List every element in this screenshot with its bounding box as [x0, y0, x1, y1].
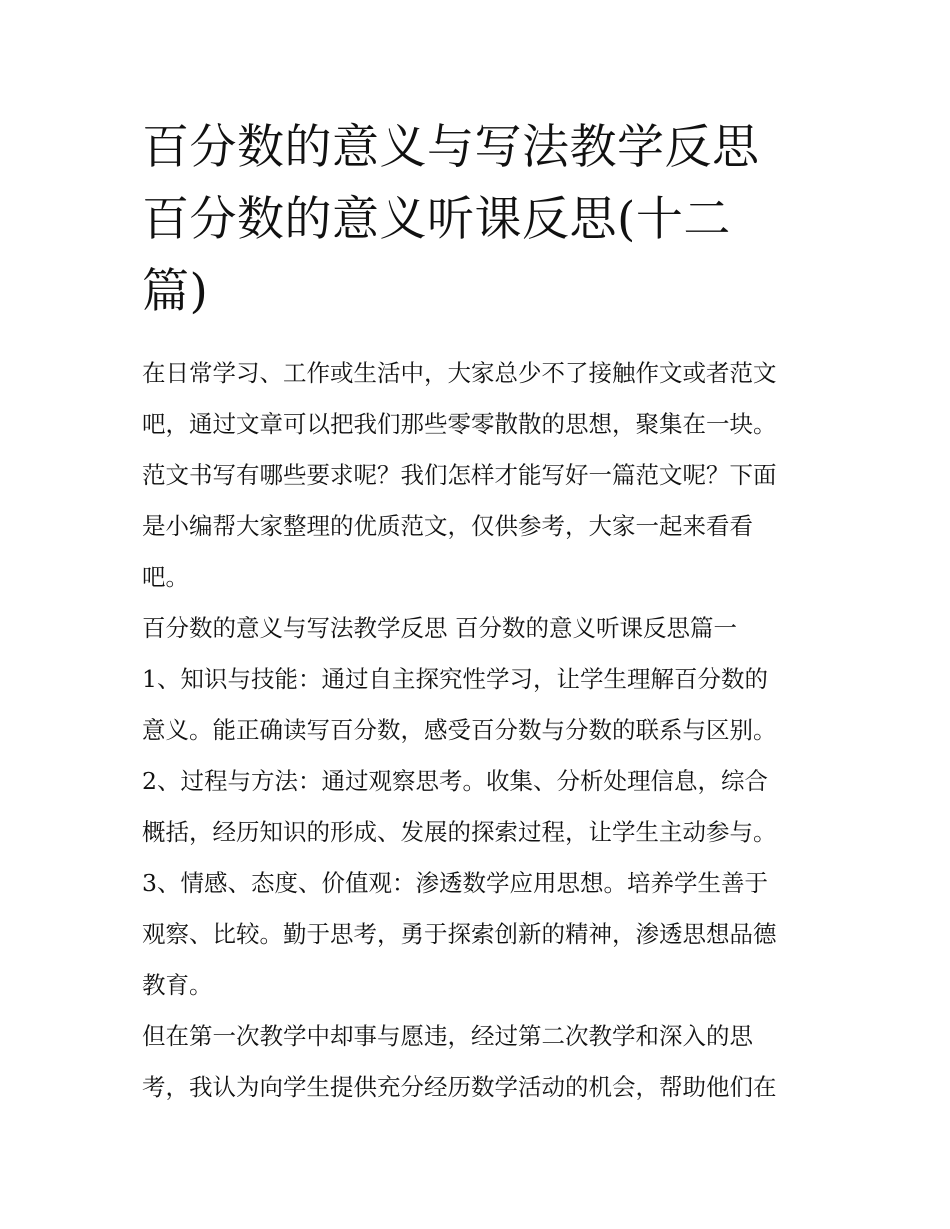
- section-heading: [142, 603, 814, 654]
- text-line: 吧。: [142, 563, 189, 591]
- text-line: 1、知识与技能：通过自主探究性学习，让学生理解百分数的: [142, 665, 768, 693]
- text-line: 吧，通过文章可以把我们那些零零散散的思想，聚集在一块。: [142, 410, 777, 438]
- text-line: 3、情感、态度、价值观：渗透数学应用思想。培养学生善于: [142, 869, 768, 897]
- intro-paragraph: [142, 348, 814, 603]
- text-line: 教育。: [142, 971, 213, 999]
- text-line: 但在第一次教学中却事与愿违，经过第二次教学和深入的思: [142, 1022, 753, 1050]
- text-line: 意义。能正确读写百分数，感受百分数与分数的联系与区别。: [142, 716, 777, 744]
- objective-attitude-paragraph: [142, 858, 814, 1011]
- title-line-1: 百分数的意义与写法教学反思: [142, 120, 760, 175]
- document-page: [142, 112, 814, 1113]
- reflection-paragraph: [142, 1011, 814, 1113]
- title-line-3: 篇): [142, 264, 209, 319]
- title-line-2: 百分数的意义听课反思(十二: [142, 192, 731, 247]
- text-line: 考，我认为向学生提供充分经历数学活动的机会，帮助他们在: [142, 1073, 777, 1101]
- objective-process-paragraph: [142, 756, 814, 858]
- document-title: [142, 112, 814, 328]
- text-line: 在日常学习、工作或生活中，大家总少不了接触作文或者范文: [142, 359, 777, 387]
- text-line: 观察、比较。勤于思考，勇于探索创新的精神，渗透思想品德: [142, 920, 777, 948]
- document-body: [142, 348, 814, 1113]
- text-line: 2、过程与方法：通过观察思考。收集、分析处理信息，综合: [142, 767, 768, 795]
- objective-knowledge-paragraph: [142, 654, 814, 756]
- text-line: 范文书写有哪些要求呢？我们怎样才能写好一篇范文呢？下面: [142, 461, 777, 489]
- text-line: 概括，经历知识的形成、发展的探索过程，让学生主动参与。: [142, 818, 777, 846]
- text-line: 百分数的意义与写法教学反思 百分数的意义听课反思篇一: [142, 614, 737, 642]
- text-line: 是小编帮大家整理的优质范文，仅供参考，大家一起来看看: [142, 512, 753, 540]
